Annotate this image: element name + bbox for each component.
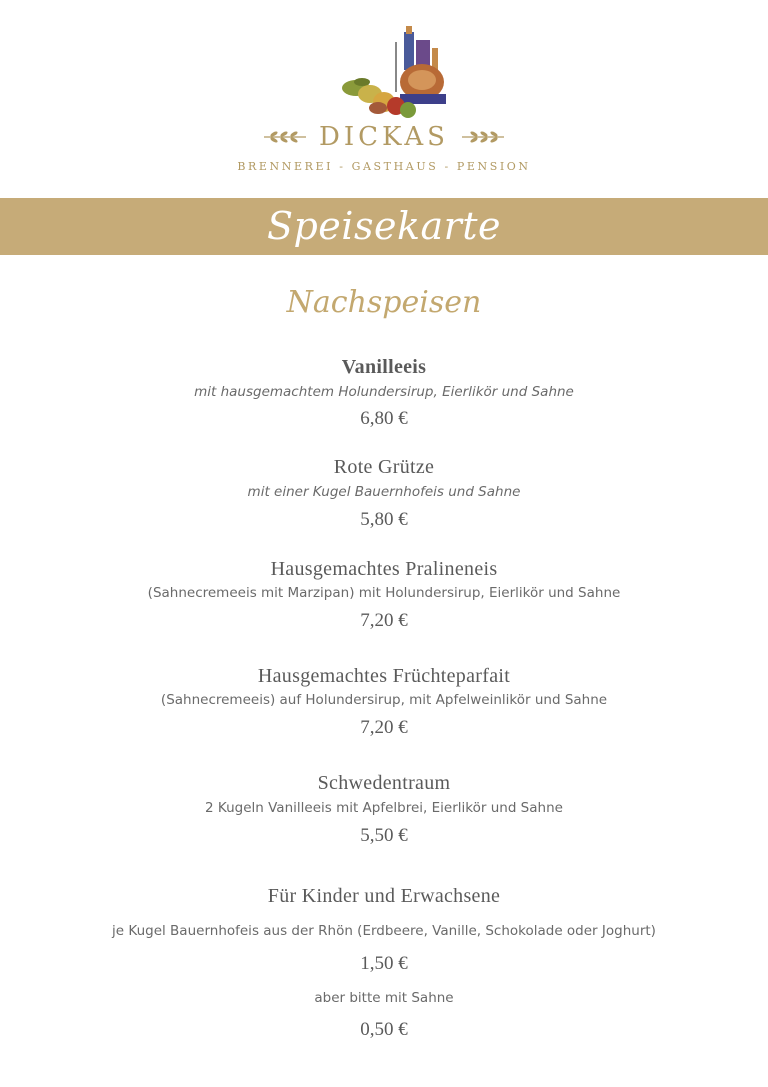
menu-item-description: mit einer Kugel Bauernhofeis und Sahne — [247, 484, 521, 500]
brand-subtitle: BRENNEREI - GASTHAUS - PENSION — [237, 160, 531, 173]
menu-item-price: 5,80 € — [360, 509, 408, 530]
menu-item-description: je Kugel Bauernhofeis aus der Rhön (Erdbeere, Vanille, Schokolade oder Joghurt) — [112, 923, 656, 939]
menu-item-name: Schwedentraum — [317, 772, 451, 794]
menu-item-description: (Sahnecremeeis) auf Holundersirup, mit Apfelweinlikör und Sahne — [160, 692, 608, 708]
menu-item-description: mit hausgemachtem Holundersirup, Eierlikör und Sahne — [194, 384, 574, 400]
menu-item-extra-price: 0,50 € — [360, 1019, 408, 1040]
menu-item-price: 7,20 € — [360, 717, 408, 738]
menu-item-price: 5,50 € — [360, 825, 408, 846]
section-title: Nachspeisen — [286, 285, 482, 320]
menu-item-price: 1,50 € — [360, 953, 408, 974]
menu-item-description: (Sahnecremeeis mit Marzipan) mit Holundersirup, Eierlikör und Sahne — [147, 585, 621, 601]
menu-item-extra-description: aber bitte mit Sahne — [314, 990, 454, 1006]
logo — [0, 0, 768, 196]
page-title: Speisekarte — [266, 204, 502, 248]
menu-item-name: Für Kinder und Erwachsene — [267, 885, 501, 907]
laurel-sprig-right-icon — [460, 130, 504, 144]
menu-item-price: 7,20 € — [360, 610, 408, 631]
brand-row — [0, 122, 768, 152]
menu-item-description: 2 Kugeln Vanilleeis mit Apfelbrei, Eierlikör und Sahne — [205, 800, 563, 816]
menu-item-name: Hausgemachtes Früchteparfait — [257, 665, 511, 687]
menu-item-name: Rote Grütze — [333, 456, 435, 478]
menu-item-price: 6,80 € — [360, 408, 408, 429]
menu-item-name: Vanilleeis — [341, 356, 427, 378]
laurel-sprig-left-icon — [264, 130, 308, 144]
distillery-still-with-fruit-icon — [334, 22, 460, 122]
menu-item-name: Hausgemachtes Pralineneis — [270, 558, 498, 580]
brand-name: DICKAS — [319, 122, 449, 152]
